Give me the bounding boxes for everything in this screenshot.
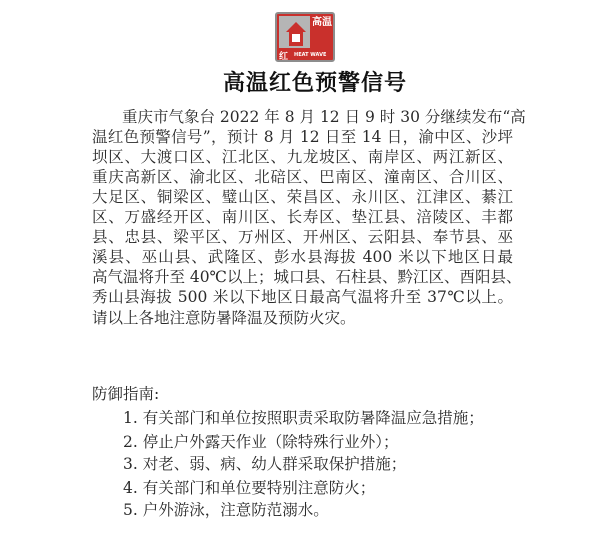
guide-item: 3. 对老、弱、病、幼人群采取保护措施； <box>123 455 407 473</box>
badge-bottom <box>279 49 333 61</box>
heat-wave-red-warning-icon <box>275 12 335 62</box>
guide-heading: 防御指南: <box>92 385 160 403</box>
body-line: 溪县、巫山县、武隆区、彭水县海拔 400 米以下地区日最 <box>92 248 513 266</box>
badge-house-panel <box>279 16 310 48</box>
guide-item: 4. 有关部门和单位要特别注意防火； <box>123 479 376 497</box>
body-line: 区、万盛经开区、南川区、长寿区、垫江县、涪陵区、丰都 <box>92 208 513 226</box>
badge-label: HEAT WAVE <box>294 52 327 58</box>
guide-item: 2. 停止户外露天作业（除特殊行业外）； <box>123 433 399 451</box>
body-line: 重庆市气象台 2022 年 8 月 12 日 9 时 30 分继续发布“高 <box>122 108 526 126</box>
body-line: 请以上各地注意防暑降温及预防火灾。 <box>92 309 356 327</box>
badge-level: 红 <box>279 51 289 62</box>
house-thermometer-icon <box>285 21 307 47</box>
body-line: 重庆高新区、渝北区、北碚区、巴南区、潼南区、合川区、 <box>92 168 513 186</box>
badge-chars: 高温 <box>312 17 332 28</box>
page-title: 高温红色预警信号 <box>222 70 407 96</box>
guide-item: 5. 户外游泳，注意防范溺水。 <box>123 501 329 519</box>
body-line: 大足区、铜梁区、璧山区、荣昌区、永川区、江津区、綦江 <box>92 188 513 206</box>
body-line: 温红色预警信号”，预计 8 月 12 日至 14 日，渝中区、沙坪 <box>92 128 513 146</box>
body-line: 秀山县海拔 500 米以下地区日最高气温将升至 37℃以上。 <box>92 288 513 306</box>
body-line: 高气温将升至 40℃以上；城口县、石柱县、黔江区、酉阳县、 <box>92 268 522 286</box>
body-line: 县、忠县、梁平区、万州区、开州区、云阳县、奉节县、巫 <box>92 228 513 246</box>
guide-item: 1. 有关部门和单位按照职责采取防暑降温应急措施； <box>123 409 484 427</box>
body-line: 坝区、大渡口区、江北区、九龙坡区、南岸区、两江新区、 <box>92 148 513 166</box>
